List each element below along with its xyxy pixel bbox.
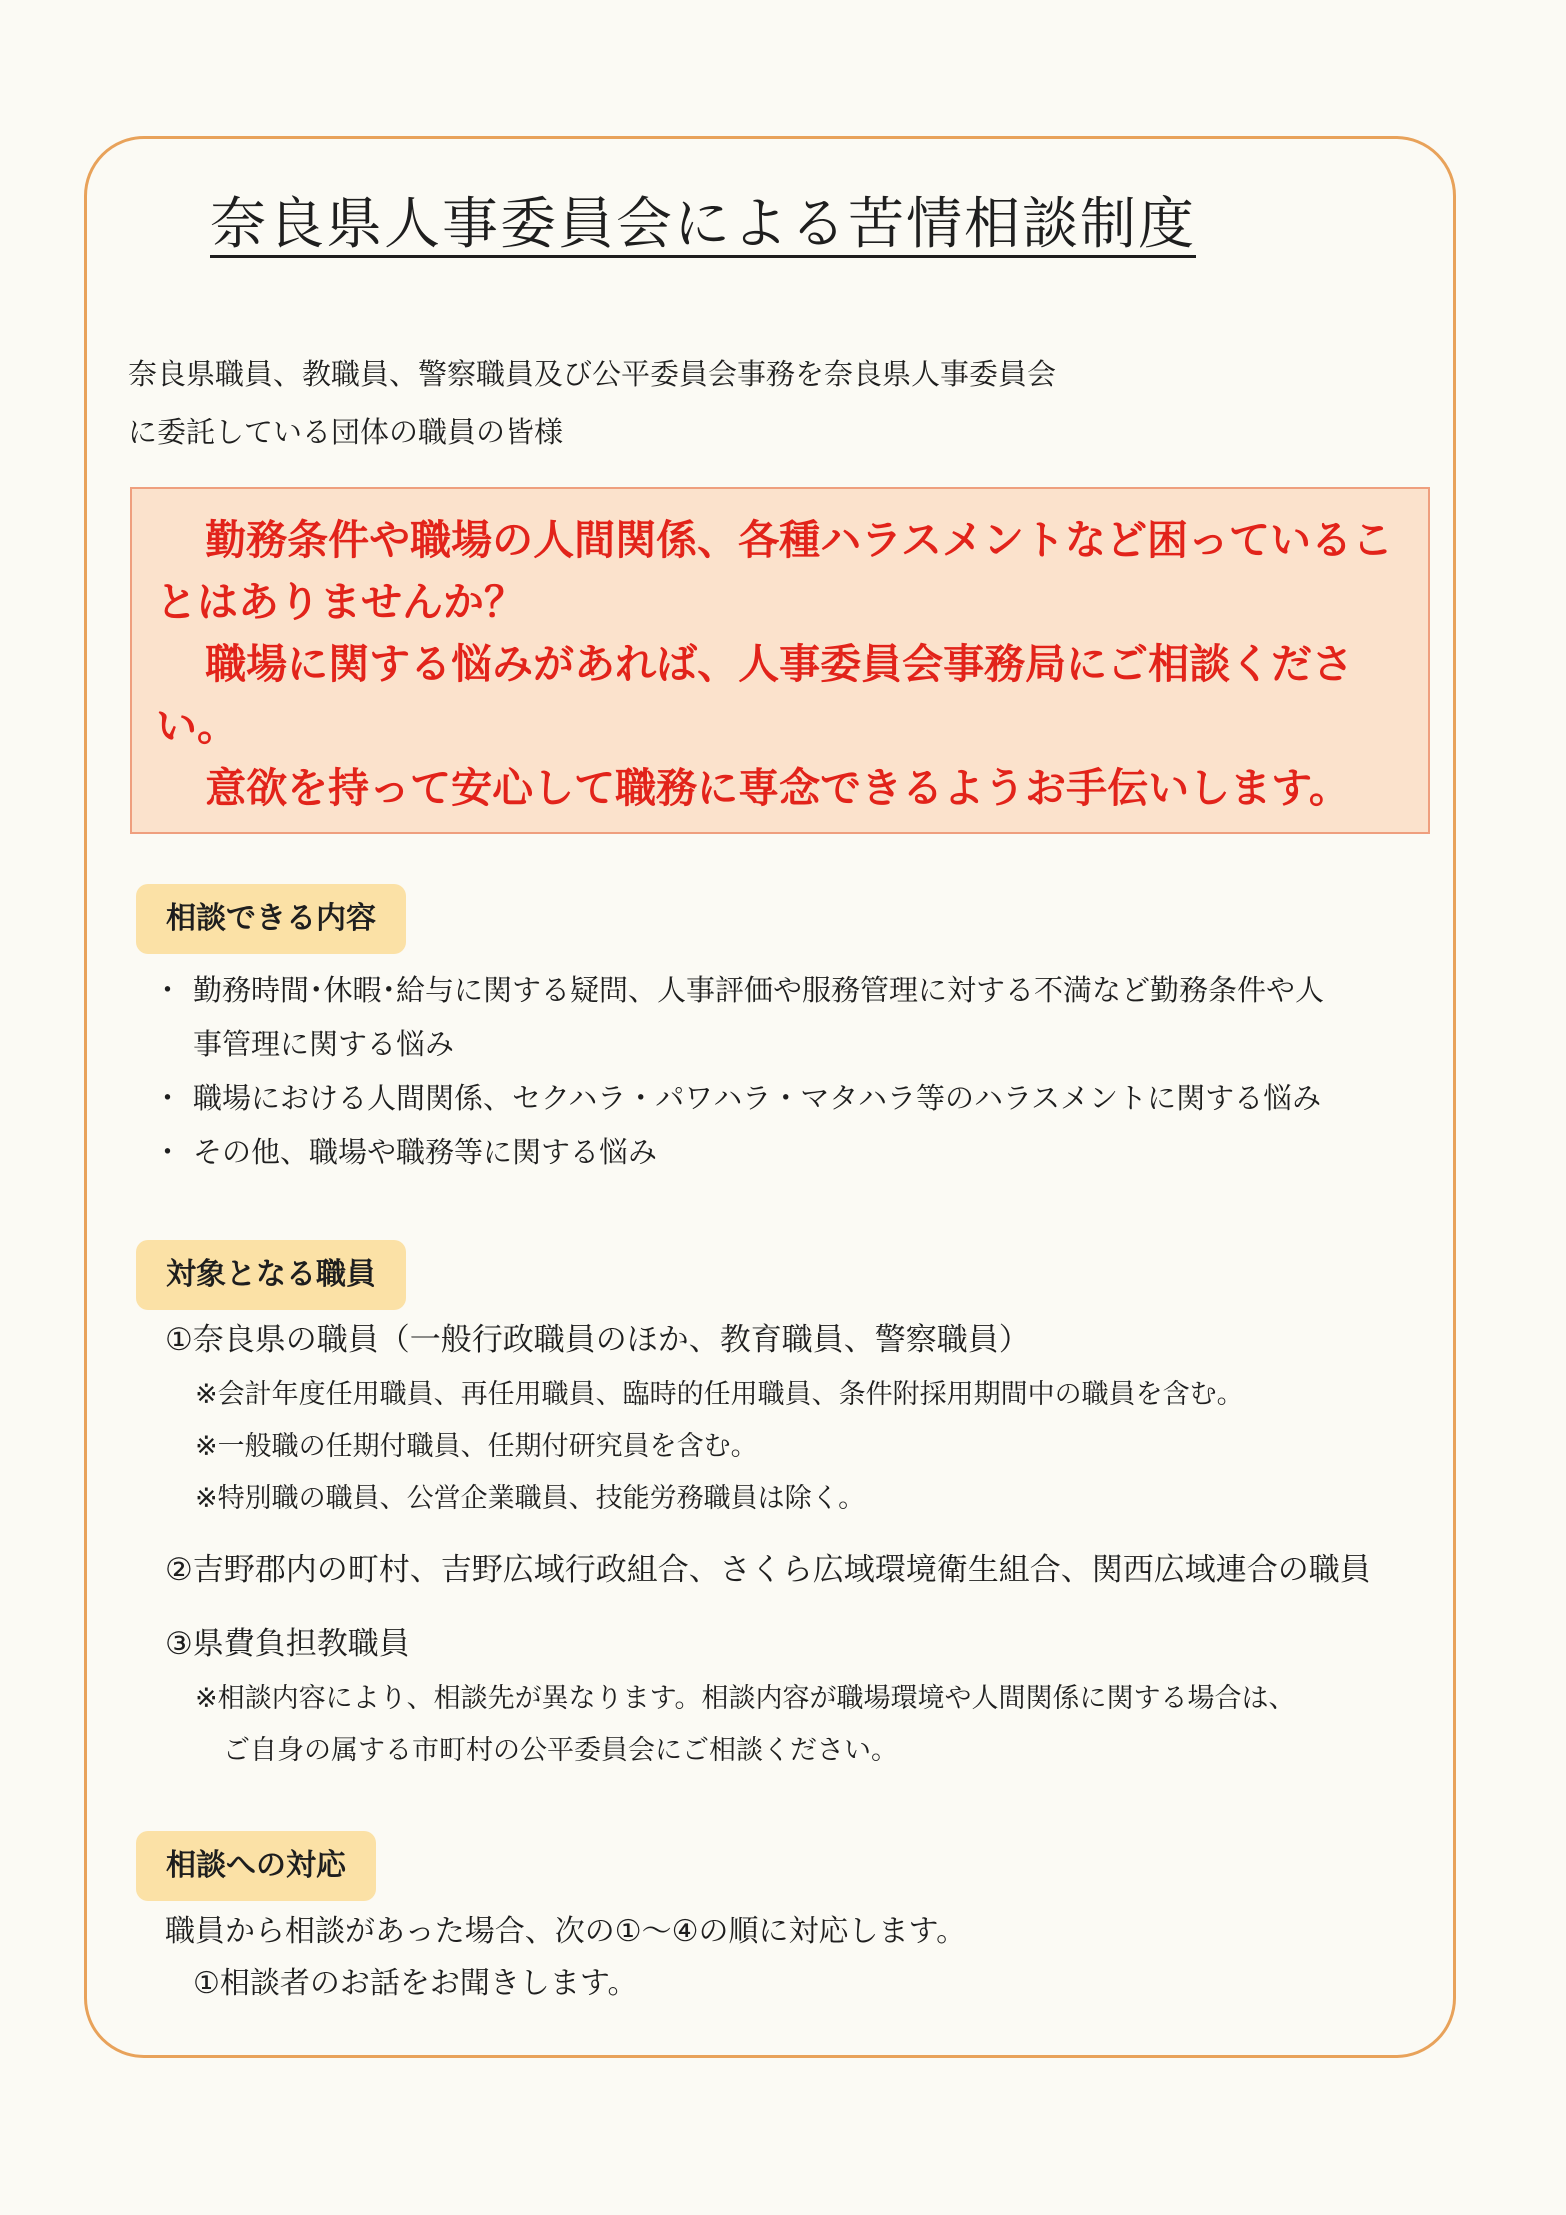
consult-list	[165, 963, 1324, 1179]
target-item: ②吉野郡内の町村、吉野広域行政組合、さくら広域環境衛生組合、関西広域連合の職員	[165, 1552, 1371, 1588]
section-label-consult: 相談できる内容	[136, 884, 406, 954]
list-item-continued: 事管理に関する悩み	[193, 1027, 455, 1061]
targets-list	[165, 1311, 1371, 1777]
target-note: ※一般職の任期付職員、任期付研究員を含む。	[195, 1431, 758, 1462]
response-line: ①相談者のお話をお聞きします。	[193, 1966, 638, 2001]
highlight-callout	[130, 487, 1430, 834]
intro-line: に委託している団体の職員の皆様	[128, 415, 564, 449]
intro-line: 奈良県職員、教職員、警察職員及び公平委員会事務を奈良県人事委員会	[128, 357, 1057, 391]
response-line: 職員から相談があった場合、次の①～④の順に対応します。	[165, 1914, 967, 1949]
list-item: ・ 職場における人間関係、セクハラ・パワハラ・マタハラ等のハラスメントに関する悩み	[165, 1071, 1324, 1125]
page-title: 奈良県人事委員会による苦情相談制度	[210, 192, 1196, 257]
section-label-targets: 対象となる職員	[136, 1240, 406, 1310]
intro-text	[128, 345, 1056, 461]
target-note: ご自身の属する市町村の公平委員会にご相談ください。	[223, 1735, 898, 1766]
list-item: ・ 勤務時間･休暇･給与に関する疑問、人事評価や服務管理に対する不満など勤務条件や人	[165, 963, 1324, 1017]
section-label-response: 相談への対応	[136, 1831, 376, 1901]
target-note: ※特別職の職員、公営企業職員、技能労務職員は除く。	[195, 1483, 866, 1514]
callout-paragraph: 職場に関する悩みがあれば、人事委員会事務局にご相談ください。	[156, 640, 1354, 750]
target-note: ※相談内容により、相談先が異なります。相談内容が職場環境や人間関係に関する場合は、	[195, 1683, 1296, 1714]
response-text	[165, 1906, 966, 2010]
target-item: ③県費負担教職員	[165, 1626, 410, 1662]
target-note: ※会計年度任用職員、再任用職員、臨時的任用職員、条件附採用期間中の職員を含む。	[195, 1379, 1244, 1410]
callout-paragraph: 意欲を持って安心して職務に専念できるようお手伝いします。	[205, 764, 1350, 812]
list-item: ・ その他、職場や職務等に関する悩み	[165, 1125, 1324, 1179]
target-item: ①奈良県の職員（一般行政職員のほか、教育職員、警察職員）	[165, 1322, 1030, 1358]
callout-paragraph: 勤務条件や職場の人間関係、各種ハラスメントなど困っていることはありませんか？	[156, 516, 1393, 626]
